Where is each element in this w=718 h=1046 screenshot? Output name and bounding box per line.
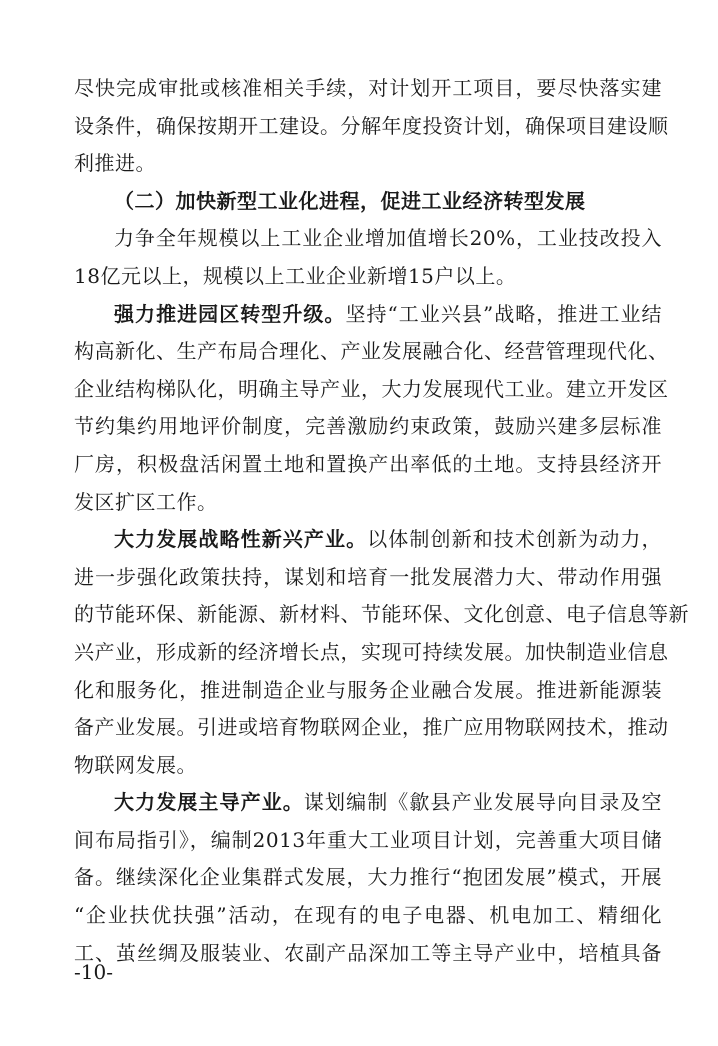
text-line: 利推进。 <box>74 151 156 176</box>
text-line: 厂房，积极盘活闲置土地和置换产出率低的土地。支持县经济开 <box>74 451 662 476</box>
text-line: 构高新化、生产布局合理化、产业发展融合化、经营管理现代化、 <box>74 339 669 364</box>
paragraph-first-line <box>74 784 662 822</box>
text-line: 18亿元以上，规模以上工业企业新增15户以上。 <box>74 263 517 288</box>
text-line: 备产业发展。引进或培育物联网企业，推广应用物联网技术，推动 <box>74 715 669 740</box>
text-line: 节约集约用地评价制度，完善激励约束政策，鼓励兴建多层标准 <box>74 414 662 439</box>
text-line: 化和服务化，推进制造企业与服务企业融合发展。推进新能源装 <box>74 677 662 702</box>
section-heading: （二）加快新型工业化进程，促进工业经济转型发展 <box>114 188 586 213</box>
text-line: 备。继续深化企业集群式发展，大力推行“抱团发展”模式，开展 <box>74 865 662 890</box>
text-line: “企业扶优扶强”活动，在现有的电子电器、机电加工、精细化 <box>74 903 662 928</box>
text-run: 以体制创新和技术创新为动力， <box>367 527 663 552</box>
paragraph-first-line <box>74 296 662 334</box>
text-line: 进一步强化政策扶持，谋划和培育一批发展潜力大、带动作用强 <box>74 564 662 589</box>
text-line: 发区扩区工作。 <box>74 489 218 514</box>
paragraph-lead: 强力推进园区转型升级。 <box>114 301 346 326</box>
text-line: 设条件，确保按期开工建设。分解年度投资计划，确保项目建设顺 <box>74 113 669 138</box>
text-line: 尽快完成审批或核准相关手续，对计划开工项目，要尽快落实建 <box>74 76 662 100</box>
text-run: 坚持“工业兴县”战略，推进工业结 <box>345 301 663 326</box>
document-body <box>74 70 689 972</box>
text-run: 谋划编制《歙县产业发展导向目录及空 <box>303 790 663 815</box>
paragraph-first-line <box>74 521 662 559</box>
text-line: 的节能环保、新能源、新材料、节能环保、文化创意、电子信息等新 <box>74 602 689 627</box>
text-line: 工、茧丝绸及服装业、农副产品深加工等主导产业中，培植具备 <box>74 940 662 965</box>
paragraph-lead: 大力发展主导产业。 <box>114 790 304 815</box>
text-line: 企业结构梯队化，明确主导产业，大力发展现代工业。建立开发区 <box>74 376 669 401</box>
text-line: 物联网发展。 <box>74 752 197 777</box>
text-line: 兴产业，形成新的经济增长点，实现可持续发展。加快制造业信息 <box>74 639 669 664</box>
text-line: 力争全年规模以上工业企业增加值增长20%，工业技改投入 <box>114 226 662 251</box>
text-line: 间布局指引》，编制2013年重大工业项目计划，完善重大项目储 <box>74 827 662 852</box>
page-number: -10- <box>74 960 113 984</box>
paragraph-lead: 大力发展战略性新兴产业。 <box>114 527 368 552</box>
